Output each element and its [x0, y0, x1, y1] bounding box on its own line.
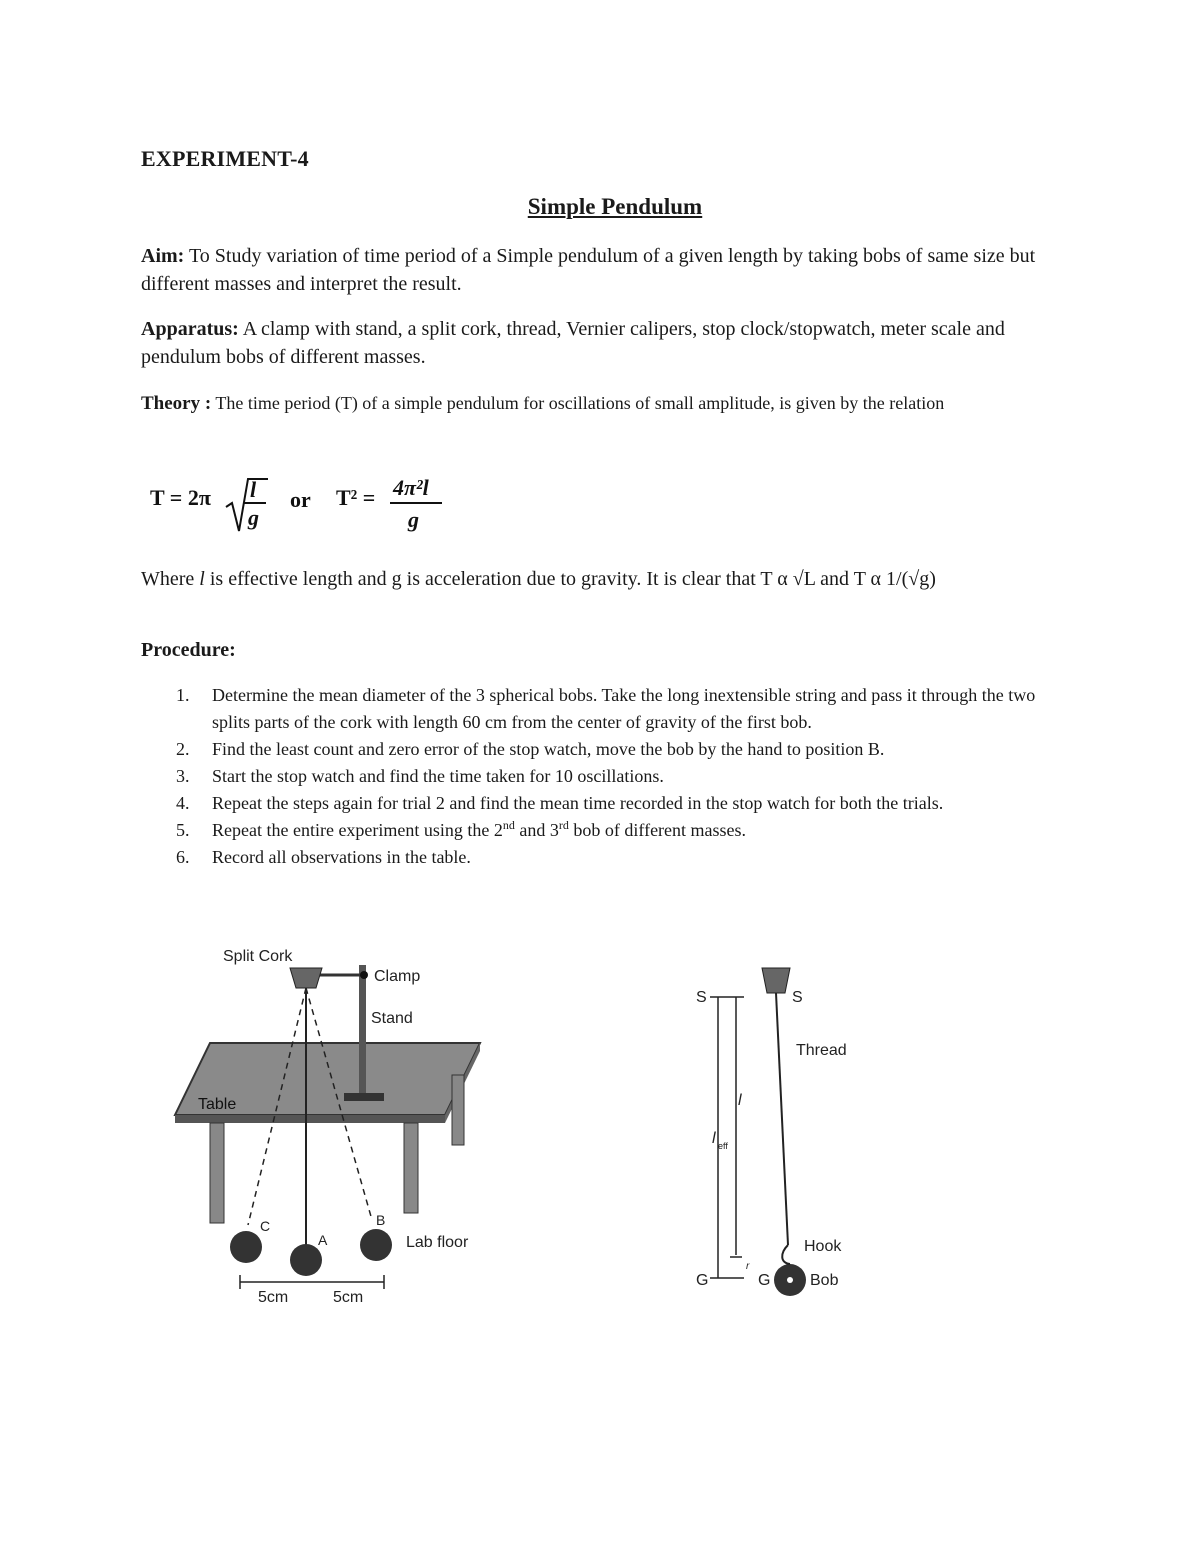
- bob-b: [360, 1229, 392, 1261]
- page-title: Simple Pendulum: [527, 194, 703, 219]
- apparatus-text: A clamp with stand, a split cork, thread, Vernier calipers, stop clock/stopwatch, meter scale and pendulum bobs of different masses.: [141, 318, 1005, 368]
- distance-label-1: 5cm: [258, 1289, 289, 1306]
- thread-label: Thread: [796, 1042, 847, 1059]
- bob-a: [290, 1244, 322, 1276]
- formula-lhs-2: T² =: [336, 485, 376, 510]
- step-text: Start the stop watch and find the time taken for 10 oscillations.: [212, 766, 664, 786]
- s-right-label: S: [792, 989, 803, 1006]
- step-text: Repeat the steps again for trial 2 and find the mean time recorded in the stop watch for both the trials.: [212, 793, 944, 813]
- where-pre: Where: [141, 568, 200, 590]
- where-paragraph: [141, 565, 1061, 593]
- aim-text: To Study variation of time period of a Simple pendulum of a given length by taking bobs of same size but different masses and interpret the result.: [141, 245, 1036, 295]
- step-number: 1.: [176, 685, 190, 705]
- step-text: Record all observations in the table.: [212, 847, 471, 867]
- list-item: [170, 790, 1070, 817]
- aim-label: Aim:: [141, 245, 185, 267]
- list-item: [170, 817, 1070, 844]
- r-label: r: [746, 1261, 750, 1272]
- hook-label: Hook: [804, 1238, 842, 1255]
- step-number: 2.: [176, 739, 190, 759]
- apparatus-paragraph: [141, 315, 1061, 371]
- lab-floor-label: Lab floor: [406, 1234, 469, 1251]
- apparatus-label: Apparatus:: [141, 318, 239, 340]
- split-cork: [290, 968, 322, 988]
- bob-a-label: A: [318, 1232, 328, 1248]
- list-item: [170, 736, 1070, 763]
- table-leg-back: [452, 1075, 464, 1145]
- l-label: l: [738, 1092, 742, 1109]
- where-post: is effective length and g is acceleration due to gravity. It is clear that T α √L and T α 1/(√g): [204, 568, 936, 590]
- g-mid-label: G: [758, 1272, 771, 1289]
- table-label: Table: [198, 1096, 237, 1113]
- stand-base: [344, 1093, 384, 1101]
- bob-label: Bob: [810, 1272, 839, 1289]
- table-leg-right: [404, 1123, 418, 1213]
- list-item: [170, 844, 1070, 871]
- distance-label-2: 5cm: [333, 1289, 364, 1306]
- pendulum-setup-diagram: [140, 935, 520, 1310]
- theory-text: The time period (T) of a simple pendulum for oscillations of small amplitude, is given by the relation: [211, 393, 945, 413]
- list-item: [170, 763, 1070, 790]
- period-formula: [140, 465, 470, 545]
- stand-rod: [359, 965, 366, 1095]
- bob-c: [230, 1231, 262, 1263]
- s-left-label: S: [696, 989, 707, 1006]
- thread: [776, 993, 788, 1245]
- step-number: 4.: [176, 793, 190, 813]
- step-text: Determine the mean diameter of the 3 spherical bobs. Take the long inextensible string and pass it through the two splits parts of the cork with length 60 cm from the center of gravity of the first bob.: [212, 685, 1036, 732]
- experiment-heading: EXPERIMENT-4: [141, 146, 309, 171]
- step-number: 5.: [176, 820, 190, 840]
- theory-label: Theory :: [141, 393, 212, 414]
- step-sup-1: nd: [502, 818, 515, 832]
- procedure-list: [170, 682, 1070, 871]
- formula-den-2: g: [408, 507, 419, 532]
- step-text-post: bob of different masses.: [568, 820, 747, 840]
- procedure-heading: Procedure:: [141, 639, 236, 661]
- theory-paragraph: [141, 390, 1061, 417]
- bob-center: [787, 1277, 793, 1283]
- step-text: Find the least count and zero error of the stop watch, move the bob by the hand to position B.: [212, 739, 885, 759]
- leff-label: l: [712, 1130, 716, 1147]
- formula-lhs-1: T = 2π: [150, 485, 211, 510]
- where-l: l: [199, 568, 205, 590]
- formula-num-1: l: [250, 477, 257, 502]
- effective-length-diagram: [630, 935, 960, 1310]
- cork: [762, 968, 790, 993]
- leff-sub-label: eff: [718, 1141, 728, 1151]
- formula-or: or: [290, 487, 311, 512]
- sqrt-symbol: [226, 479, 268, 531]
- step-text-mid: and 3: [514, 820, 559, 840]
- clamp-knob: [360, 971, 368, 979]
- stand-label: Stand: [371, 1010, 413, 1027]
- step-text-pre: Repeat the entire experiment using the 2: [212, 820, 503, 840]
- step-number: 3.: [176, 766, 190, 786]
- g-left-label: G: [696, 1272, 709, 1289]
- table-edge: [175, 1115, 445, 1123]
- clamp-label: Clamp: [374, 968, 421, 985]
- step-sup-2: rd: [558, 818, 569, 832]
- split-cork-label: Split Cork: [223, 948, 293, 965]
- table-leg-left: [210, 1123, 224, 1223]
- formula-num-2: 4π²l: [393, 475, 429, 500]
- bob-c-label: C: [260, 1218, 271, 1234]
- aim-paragraph: [141, 242, 1061, 298]
- formula-den-1: g: [248, 505, 259, 530]
- hook: [782, 1245, 790, 1264]
- bob-b-label: B: [376, 1212, 386, 1228]
- step-number: 6.: [176, 847, 190, 867]
- list-item: [170, 682, 1070, 736]
